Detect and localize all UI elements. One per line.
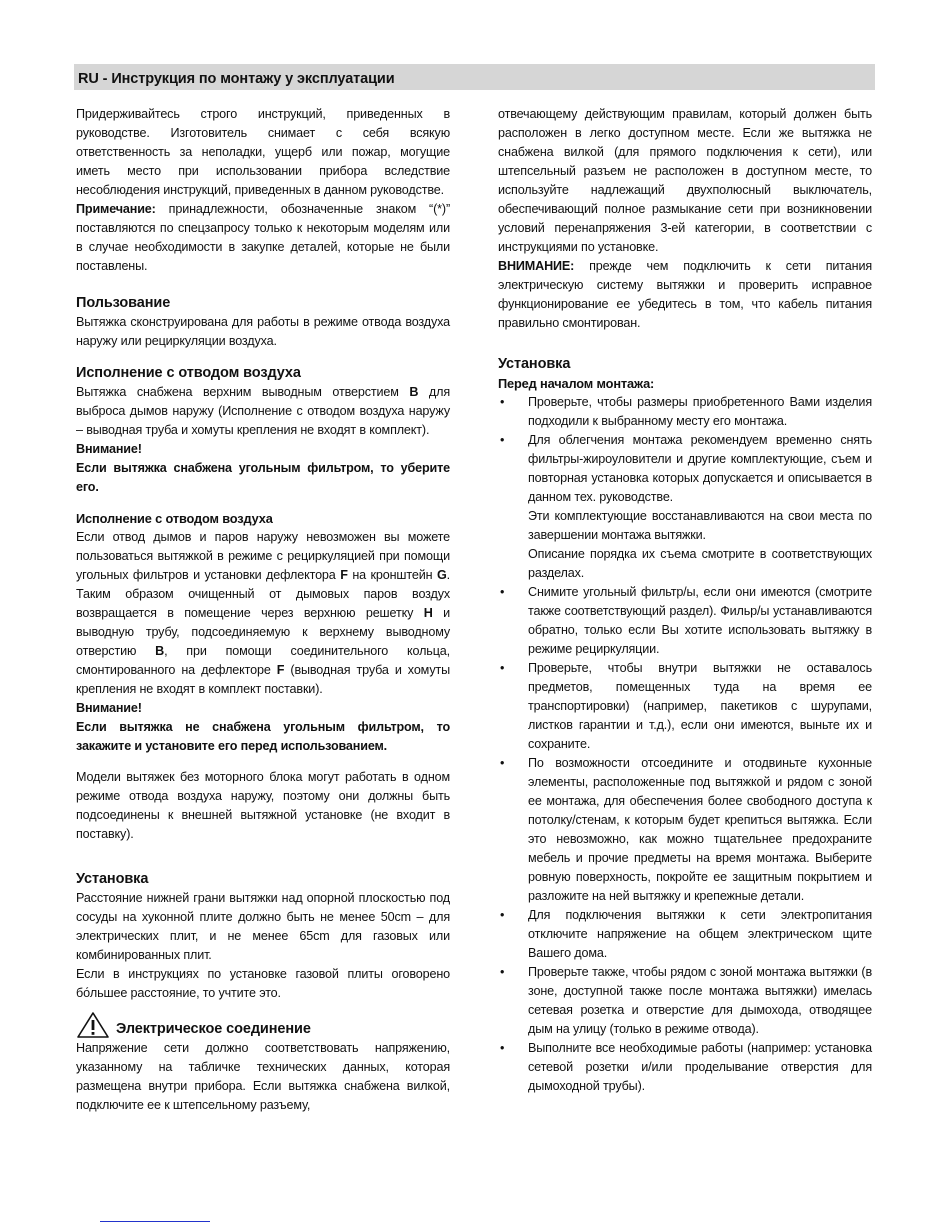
recirc-t6: (выводная труба и хомуты крепления не входят в комплект поставки).	[76, 663, 450, 696]
attention2-text: Если вытяжка не снабжена угольным фильтром, то закажите и установите его перед использованием.	[76, 720, 450, 753]
list-item	[498, 906, 872, 963]
section-header-bar	[74, 64, 875, 90]
continued-paragraph: отвечающему действующим правилам, который должен быть расположен в легко доступном месте. Если же вытяжка не снабжена вилкой (для прямого подключения к сети), или штепсельный разъем не расположен в доступном месте, то используйте надлежащий двухполюсный выключатель, обеспечивающий полное размыкание сети при возникновении условий перенапряжения 3-ей категории, в соответствии с инструкциями по установке.	[498, 107, 872, 254]
recirc-t3: . Таким образом очищенный от дымовых паров воздух возвращается в помещение через верхнюю решетку	[76, 568, 450, 620]
list-item-subparagraph: Описание порядка их съема смотрите в соответствующих разделах.	[528, 547, 872, 580]
list-item	[498, 1039, 872, 1096]
list-item-text: Для подключения вытяжки к сети электропитания отключите напряжение на общем электрическом щите Вашего дома.	[528, 908, 872, 960]
install-checklist	[498, 393, 872, 1096]
recirc-h: H	[423, 606, 433, 620]
install-paragraph-1: Расстояние нижней грани вытяжки над опорной плоскостью под сосуды на хуконной плите должно быть не менее 50cm – для электрических плит, и не менее 65cm для газовых или комбинированных плит.	[76, 891, 450, 962]
electric-heading-row	[76, 1011, 450, 1039]
recirc-f1: F	[340, 568, 348, 582]
note-text: принадлежности, обозначенные знаком “(*)” поставляются по спецзапросу только к некоторым моделям или в случае необходимости в закупке деталей, которые не были поставлены.	[76, 202, 450, 273]
electric-heading: Электрическое соединение	[116, 1021, 311, 1037]
list-item	[498, 583, 872, 659]
usage-paragraph: Вытяжка сконструирована для работы в режиме отвода воздуха наружу или рециркуляции воздуха.	[76, 315, 450, 348]
before-install-heading: Перед началом монтажа:	[498, 376, 655, 391]
install-heading-right: Установка	[498, 356, 571, 372]
list-item-text: Проверьте, чтобы размеры приобретенного Вами изделия подходили к выбранному месту его монтажа.	[528, 395, 872, 428]
exhaust-heading: Исполнение с отводом воздуха	[76, 365, 301, 381]
list-item-text: Проверьте также, чтобы рядом с зоной монтажа вытяжки (в зоне, доступной также после монтажа вытяжки) имелась сетевая розетка и отверстие для дымохода, отводящее дым на улицу (только в режиме отвода).	[528, 965, 872, 1036]
list-item	[498, 963, 872, 1039]
recirc-paragraph	[76, 528, 450, 699]
install-heading-left: Установка	[76, 871, 149, 887]
attention1-text: Если вытяжка снабжена угольным фильтром, то уберите его.	[76, 461, 450, 494]
recirc-t5: , при помощи соединительного кольца, смонтированного на дефлекторе	[76, 644, 450, 677]
exhaust-text-a: Вытяжка снабжена верхним выводным отверстием	[76, 385, 410, 399]
attention-label: ВНИМАНИЕ:	[498, 259, 575, 273]
list-item	[498, 393, 872, 431]
right-column	[498, 105, 872, 1096]
usage-heading: Пользование	[76, 295, 171, 311]
list-item-text: По возможности отсоедините и отодвиньте кухонные элементы, расположенные под вытяжкой и рядом с зоной ее монтажа, для обеспечения более свободного доступа к потолку/стенам, к которым будет крепиться вытяжка. Если это невозможно, как можно тщательнее предохраните мебель и прочие предметы на время монтажа. Выберите ровную поверхность, покройте ее защитным покрытием и разложите на ней вытяжку и крепежные детали.	[528, 756, 872, 903]
list-item-subparagraph: Эти комплектующие восстанавливаются на свои места по завершении монтажа вытяжки.	[528, 509, 872, 542]
exhaust-letter-b: B	[409, 385, 419, 399]
exhaust-text-b: для выброса дымов наружу (Исполнение с отводом воздуха наружу – выводная труба и хомуты крепления не входят в комплект).	[76, 385, 450, 437]
models-paragraph: Модели вытяжек без моторного блока могут работать в одном режиме отвода воздуха наружу, поэтому они должны быть подсоединены к внешней вытяжной установке (не входит в поставку).	[76, 770, 450, 841]
recirc-f2: F	[276, 663, 285, 677]
list-item	[498, 431, 872, 583]
recirc-g: G	[436, 568, 447, 582]
attention2-label: Внимание!	[76, 701, 142, 715]
list-item	[498, 659, 872, 754]
list-item-text: Проверьте, чтобы внутри вытяжки не оставалось предметов, помещенных туда на время ее транспортировки) (например, пакетиков с шурупами, листков гарантии и т.д.), если они имеются, выньте их и сохраните.	[528, 661, 872, 751]
intro-paragraph: Придерживайтесь строго инструкций, приведенных в руководстве. Изготовитель снимает с себя всякую ответственность за неполадки, ущерб или пожар, могущие иметь место при использовании прибора вследствие несоблюдения инструкций, приведенных в данном руководстве.	[76, 107, 450, 197]
list-item-text: Снимите угольный фильтр/ы, если они имеются (смотрите также соответствующий раздел). Фильр/ы устанавливаются обратно, только если Вы хотите использовать вытяжку в режиме рециркуляции.	[528, 585, 872, 656]
list-item	[498, 754, 872, 906]
note-paragraph	[76, 200, 450, 276]
recirc-heading: Исполнение с отводом воздуха	[76, 511, 273, 526]
recirc-t4: и выводную трубу, подсоединяемую к верхнему выводному отверстию	[76, 606, 450, 658]
attention-text: прежде чем подключить к сети питания электрическую систему вытяжки и проверить исправное функционирование ее убедитесь в том, что кабель питания правильно смонтирован.	[498, 259, 872, 330]
recirc-t2: на кронштейн	[347, 568, 437, 582]
warning-triangle-icon	[76, 1011, 110, 1039]
exhaust-paragraph	[76, 383, 450, 440]
attention-paragraph	[498, 257, 872, 333]
note-label: Примечание:	[76, 202, 156, 216]
electric-paragraph: Напряжение сети должно соответствовать напряжению, указанному на табличке технических данных, которая размещена внутри прибора. Если вытяжка снабжена вилкой, подключите ее к штепсельному разъему,	[76, 1041, 450, 1112]
left-column	[76, 105, 450, 1115]
recirc-b: B	[155, 644, 165, 658]
footer-rule	[100, 1221, 210, 1222]
list-item-text: Выполните все необходимые работы (например: установка сетевой розетки и/или проделывание отверстия для дымоходной трубы).	[528, 1041, 872, 1093]
list-item-text: Для облегчения монтажа рекомендуем временно снять фильтры-жироуловители и другие комплектующие, съем и повторная установка которых допускается и описывается в данном тех. руководстве.	[528, 433, 872, 504]
page-title: RU - Инструкция по монтажу у эксплуатации	[78, 71, 395, 87]
recirc-t1: Если отвод дымов и паров наружу невозможен вы можете пользоваться вытяжкой в режиме с рециркуляцией при помощи угольных фильтров и установки дефлектора	[76, 530, 450, 582]
install-paragraph-2: Если в инструкциях по установке газовой плиты оговорено бо́льшее расстояние, то учтите это.	[76, 967, 450, 1000]
attention1-label: Внимание!	[76, 442, 142, 456]
